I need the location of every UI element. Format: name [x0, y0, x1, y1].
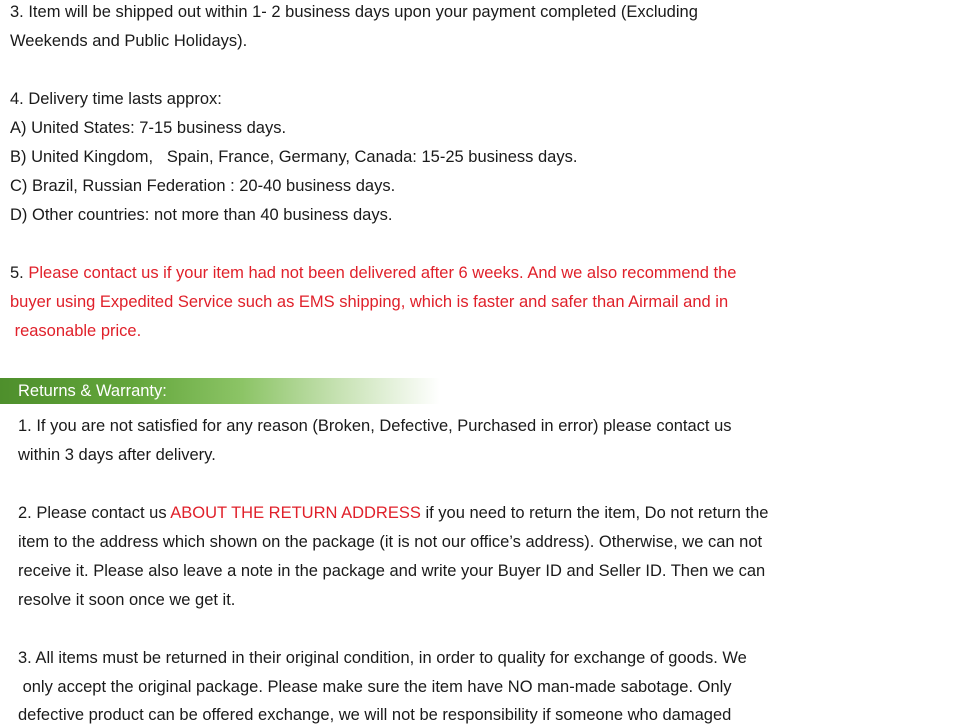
shipping-item4-a: A) United States: 7-15 business days.	[10, 119, 287, 137]
returns-item2-line1	[18, 502, 769, 524]
shipping-item5-line3: reasonable price.	[10, 322, 142, 340]
returns-warranty-header	[0, 378, 440, 404]
returns-item3-line3: defective product can be offered exchange, we will not be responsibility if someone who damaged	[18, 706, 732, 724]
returns-item2-line3: receive it. Please also leave a note in the package and write your Buyer ID and Seller ID. Then we can	[18, 562, 766, 580]
shipping-item3-line1: 3. Item will be shipped out within 1- 2 business days upon your payment completed (Excluding	[10, 3, 698, 21]
returns-item2-prefix: 2. Please contact us	[18, 504, 171, 522]
shipping-item4-c: C) Brazil, Russian Federation : 20-40 business days.	[10, 177, 396, 195]
shipping-item4-d: D) Other countries: not more than 40 business days.	[10, 206, 393, 224]
returns-item3-line2: only accept the original package. Please make sure the item have NO man-made sabotage. Only	[18, 678, 732, 696]
returns-item3-line1: 3. All items must be returned in their original condition, in order to quality for exchange of goods. We	[18, 649, 747, 667]
returns-item1-line1: 1. If you are not satisfied for any reason (Broken, Defective, Purchased in error) please contact us	[18, 417, 732, 435]
return-address-highlight: ABOUT THE RETURN ADDRESS	[170, 504, 421, 522]
returns-item1-line2: within 3 days after delivery.	[18, 446, 216, 464]
shipping-item4-title: 4. Delivery time lasts approx:	[10, 90, 222, 108]
shipping-item3-line2: Weekends and Public Holidays).	[10, 32, 248, 50]
shipping-item5-prefix: 5.	[10, 264, 29, 282]
returns-item2-suffix: if you need to return the item, Do not return the	[420, 504, 769, 522]
shipping-item4-b: B) United Kingdom, Spain, France, Germany, Canada: 15-25 business days.	[10, 148, 578, 166]
returns-item2-line2: item to the address which shown on the package (it is not our office’s address). Otherwise, we can not	[18, 533, 763, 551]
shipping-item5-line1	[10, 262, 736, 284]
shipping-item5-notice: Please contact us if your item had not been delivered after 6 weeks. And we also recommend the	[28, 264, 737, 282]
shipping-item5-line2: buyer using Expedited Service such as EMS shipping, which is faster and safer than Airmail and in	[10, 293, 729, 311]
returns-warranty-title: Returns & Warranty:	[18, 382, 167, 400]
returns-item2-line4: resolve it soon once we get it.	[18, 591, 236, 609]
